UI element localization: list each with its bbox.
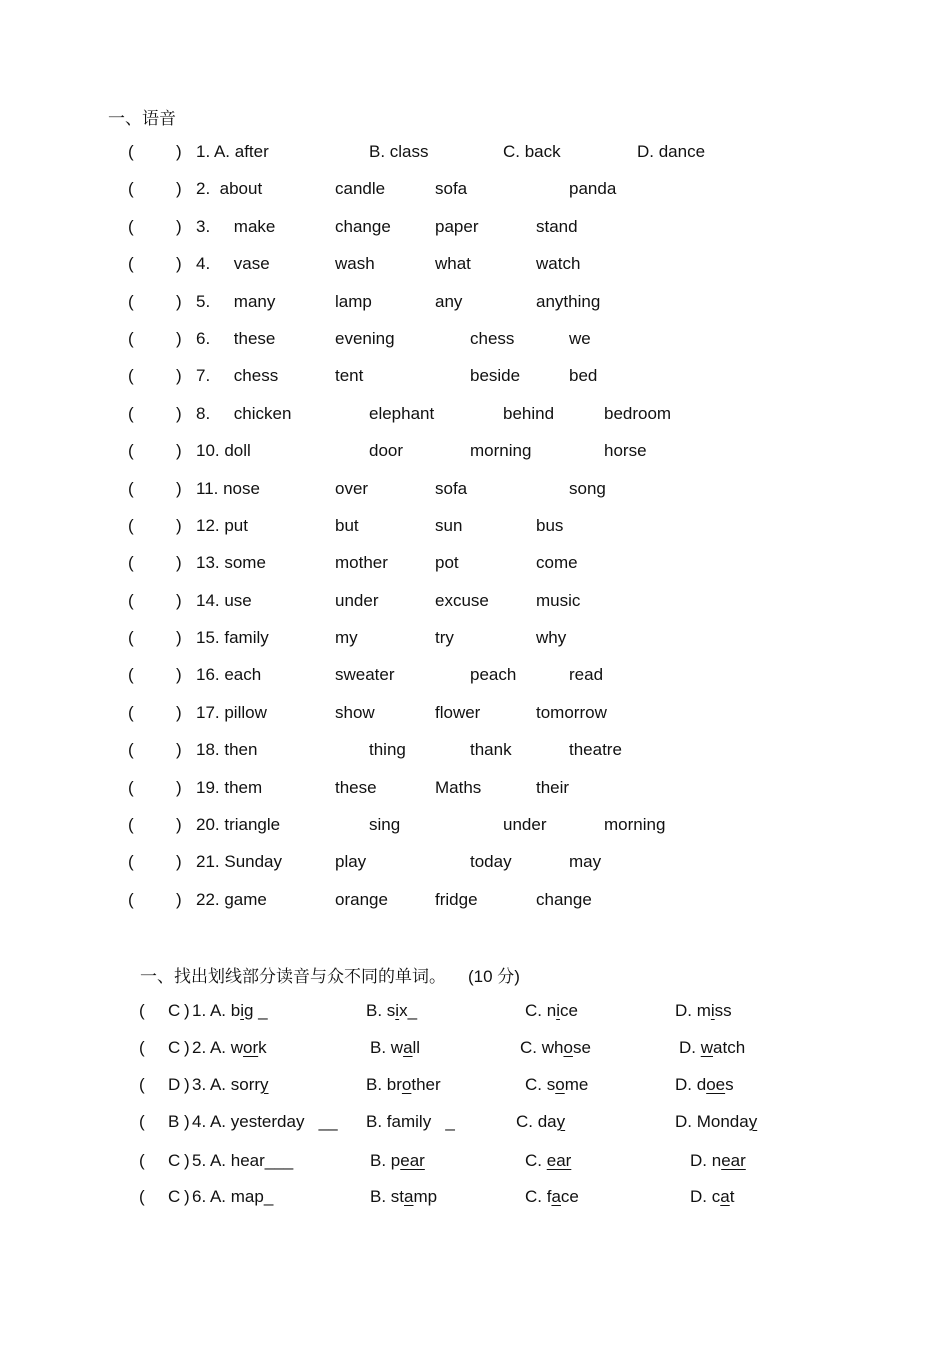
underlined-letters: i bbox=[395, 1001, 400, 1020]
option-word: music bbox=[536, 590, 581, 610]
question-row bbox=[0, 551, 950, 588]
option-word bbox=[366, 999, 417, 1023]
option-word: watch bbox=[536, 254, 581, 274]
question-number-word: 19. them bbox=[196, 777, 263, 797]
answer-paren-close: ) bbox=[184, 1038, 190, 1057]
option-word: beside bbox=[470, 366, 521, 386]
question-number-word: 2. about bbox=[196, 179, 263, 199]
answer-paren-open: ( bbox=[128, 328, 134, 348]
word-part: x_ bbox=[399, 1001, 418, 1020]
section-score: (10 分) bbox=[468, 967, 520, 986]
answer-blank[interactable] bbox=[140, 140, 174, 164]
word-part: ce bbox=[560, 1187, 579, 1206]
answer-blank[interactable] bbox=[140, 215, 174, 239]
question-row bbox=[0, 589, 950, 626]
option-word: D. dance bbox=[637, 142, 706, 161]
option-word: orange bbox=[335, 889, 388, 909]
question-option-a bbox=[192, 1185, 273, 1209]
option-word bbox=[525, 1149, 571, 1173]
option-word: under bbox=[335, 590, 379, 610]
answer-blank[interactable] bbox=[140, 888, 174, 912]
word-part: D. bbox=[679, 1038, 701, 1057]
answer-paren-close: ) bbox=[176, 777, 182, 797]
option-word: what bbox=[435, 254, 471, 274]
question-number-word: 14. use bbox=[196, 590, 252, 610]
question-row bbox=[0, 888, 950, 925]
question-option-a bbox=[192, 1073, 269, 1097]
answer-blank[interactable] bbox=[140, 701, 174, 725]
answer-paren-close: ) bbox=[176, 515, 182, 535]
option-word bbox=[516, 1110, 565, 1134]
question-number-word: 5. many bbox=[196, 291, 276, 311]
answer-paren-close: ) bbox=[176, 291, 182, 311]
option-word: candle bbox=[335, 179, 386, 199]
question-number-word: 11. nose bbox=[196, 478, 260, 498]
option-word: sweater bbox=[335, 665, 395, 685]
answer-paren-open: ( bbox=[128, 291, 134, 311]
answer-blank[interactable] bbox=[140, 402, 174, 426]
section-heading-odd-one-out bbox=[140, 962, 520, 987]
option-word: thing bbox=[369, 740, 406, 760]
option-word: play bbox=[335, 852, 367, 872]
answer-paren-open: ( bbox=[128, 478, 134, 498]
option-word: B. class bbox=[369, 142, 429, 161]
question-number-word: 3. make bbox=[196, 216, 276, 236]
option-word bbox=[370, 1185, 437, 1209]
option-word: sofa bbox=[435, 179, 468, 199]
word-part: B. famil bbox=[366, 1112, 423, 1131]
word-part: ther bbox=[411, 1075, 441, 1094]
underlined-letters: a bbox=[551, 1187, 561, 1206]
option-word bbox=[690, 1185, 734, 1209]
answer-paren-close: ) bbox=[176, 553, 182, 573]
word-part: D. d bbox=[675, 1075, 707, 1094]
answer-paren-close: ) bbox=[176, 815, 182, 835]
answer-blank[interactable] bbox=[140, 439, 174, 463]
question-number-word: 18. then bbox=[196, 740, 258, 760]
word-part: C. s bbox=[525, 1075, 556, 1094]
option-word: peach bbox=[470, 665, 517, 685]
answer-paren-open: ( bbox=[139, 1075, 145, 1094]
word-part: D. Monda bbox=[675, 1112, 749, 1131]
answer-blank[interactable] bbox=[140, 477, 174, 501]
answer-paren-open: ( bbox=[128, 553, 134, 573]
underlined-letters: a bbox=[404, 1187, 414, 1206]
answer-paren-close: ) bbox=[184, 1001, 190, 1020]
option-word bbox=[366, 1073, 441, 1097]
underlined-letters: i bbox=[710, 1001, 715, 1020]
answer-paren-close: ) bbox=[184, 1075, 190, 1094]
answer-letter[interactable]: C bbox=[168, 1038, 181, 1057]
option-word: elephant bbox=[369, 403, 435, 423]
option-word: flower bbox=[435, 702, 481, 722]
answer-blank[interactable] bbox=[140, 776, 174, 800]
option-word: their bbox=[536, 777, 570, 797]
answer-blank[interactable] bbox=[140, 589, 174, 613]
answer-letter[interactable]: C bbox=[168, 1001, 181, 1020]
option-word bbox=[675, 1073, 734, 1097]
word-part: g _ bbox=[243, 1001, 268, 1020]
word-part: C. n bbox=[525, 1001, 557, 1020]
answer-paren-close: ) bbox=[176, 665, 182, 685]
option-word: door bbox=[369, 441, 404, 461]
word-part: ear bbox=[240, 1151, 265, 1170]
answer-paren-close: ) bbox=[176, 889, 182, 909]
answer-paren-open: ( bbox=[139, 1038, 145, 1057]
answer-paren-close: ) bbox=[176, 740, 182, 760]
question-number-word: 6. these bbox=[196, 328, 276, 348]
word-part: B. w bbox=[370, 1038, 404, 1057]
question-row bbox=[0, 364, 950, 401]
question-option-a bbox=[192, 1149, 293, 1173]
option-word bbox=[675, 1110, 757, 1134]
answer-letter[interactable]: C bbox=[168, 1151, 181, 1170]
question-row bbox=[0, 626, 950, 663]
option-word: stand bbox=[536, 216, 578, 236]
answer-paren-open: ( bbox=[139, 1112, 145, 1131]
answer-letter[interactable]: C bbox=[168, 1187, 181, 1206]
option-word: sun bbox=[435, 515, 463, 535]
option-word: today bbox=[470, 852, 512, 872]
question-row bbox=[0, 290, 950, 327]
word-part: 6. A. m bbox=[192, 1187, 245, 1206]
underlined-letters: o bbox=[563, 1038, 573, 1057]
answer-letter[interactable]: B bbox=[168, 1112, 180, 1131]
option-word: anything bbox=[536, 291, 601, 311]
option-word: Maths bbox=[435, 777, 482, 797]
word-part: C. da bbox=[516, 1112, 557, 1131]
option-word: sing bbox=[369, 815, 401, 835]
option-word: panda bbox=[569, 179, 617, 199]
answer-paren-close: ) bbox=[176, 328, 182, 348]
question-row bbox=[0, 177, 950, 214]
option-word: show bbox=[335, 702, 375, 722]
option-word: bed bbox=[569, 366, 598, 386]
question-row bbox=[0, 327, 950, 364]
answer-paren-close: ) bbox=[184, 1112, 190, 1131]
underlined-letters: a bbox=[403, 1038, 413, 1057]
answer-paren-open: ( bbox=[139, 1151, 145, 1170]
word-part: 5. A. h bbox=[192, 1151, 241, 1170]
question-number-word: 1. A. after bbox=[196, 142, 269, 161]
answer-paren-close: ) bbox=[176, 366, 182, 386]
answer-paren-open: ( bbox=[128, 740, 134, 760]
option-word: excuse bbox=[435, 590, 489, 610]
option-word: tent bbox=[335, 366, 364, 386]
option-word: bus bbox=[536, 515, 564, 535]
answer-blank[interactable] bbox=[140, 252, 174, 276]
answer-blank[interactable] bbox=[140, 663, 174, 687]
option-word: come bbox=[536, 553, 578, 573]
answer-paren-open: ( bbox=[128, 403, 134, 423]
answer-paren-open: ( bbox=[128, 216, 134, 236]
answer-paren-close: ) bbox=[176, 441, 182, 461]
option-word bbox=[520, 1036, 591, 1060]
question-row bbox=[0, 850, 950, 887]
underlined-letters: ear bbox=[400, 1151, 425, 1170]
answer-blank[interactable] bbox=[140, 364, 174, 388]
answer-paren-open: ( bbox=[128, 702, 134, 722]
option-word: change bbox=[536, 889, 592, 909]
word-part: mp bbox=[413, 1187, 438, 1206]
answer-paren-open: ( bbox=[128, 590, 134, 610]
word-part: me bbox=[564, 1075, 589, 1094]
word-part: ay bbox=[286, 1112, 305, 1131]
option-word: under bbox=[503, 815, 547, 835]
answer-paren-open: ( bbox=[128, 366, 134, 386]
word-part: B. p bbox=[370, 1151, 401, 1170]
answer-paren-open: ( bbox=[128, 441, 134, 461]
underlined-letters: o bbox=[555, 1075, 565, 1094]
option-word: lamp bbox=[335, 291, 372, 311]
option-word: theatre bbox=[569, 740, 622, 760]
option-word: evening bbox=[335, 328, 395, 348]
option-word: these bbox=[335, 777, 377, 797]
word-part: atch bbox=[713, 1038, 746, 1057]
question-number-word: 17. pillow bbox=[196, 702, 267, 722]
answer-paren-open: ( bbox=[139, 1187, 145, 1206]
word-part: 2. A. w bbox=[192, 1038, 244, 1057]
answer-paren-close: ) bbox=[176, 852, 182, 872]
question-row bbox=[0, 140, 950, 177]
word-part: ___ bbox=[264, 1151, 294, 1170]
option-word: but bbox=[335, 515, 359, 535]
word-part: ce bbox=[559, 1001, 578, 1020]
option-word: read bbox=[569, 665, 604, 685]
option-word: any bbox=[435, 291, 463, 311]
underlined-letters: y bbox=[748, 1112, 758, 1131]
answer-paren-close: ) bbox=[176, 478, 182, 498]
word-part: ll bbox=[412, 1038, 421, 1057]
option-word: wash bbox=[335, 254, 375, 274]
word-part: 3. A. sorr bbox=[192, 1075, 261, 1094]
answer-paren-open: ( bbox=[139, 1001, 145, 1020]
answer-paren-open: ( bbox=[128, 777, 134, 797]
answer-blank[interactable] bbox=[140, 626, 174, 650]
answer-blank[interactable] bbox=[140, 177, 174, 201]
option-word: pot bbox=[435, 553, 459, 573]
option-word: we bbox=[569, 328, 591, 348]
underlined-letters: oe bbox=[706, 1075, 726, 1094]
option-word: my bbox=[335, 628, 358, 648]
answer-paren-close: ) bbox=[176, 142, 182, 161]
question-number-word: 13. some bbox=[196, 553, 266, 573]
question-row bbox=[0, 813, 950, 850]
answer-paren-open: ( bbox=[128, 665, 134, 685]
word-part: D. c bbox=[690, 1187, 721, 1206]
underlined-letters: i bbox=[556, 1001, 560, 1020]
word-part: t bbox=[729, 1187, 735, 1206]
word-part: C. wh bbox=[520, 1038, 564, 1057]
underlined-letters: w bbox=[700, 1038, 714, 1057]
answer-paren-open: ( bbox=[128, 815, 134, 835]
answer-paren-open: ( bbox=[128, 515, 134, 535]
option-word: may bbox=[569, 852, 602, 872]
question-number-word: 12. put bbox=[196, 515, 248, 535]
question-option-a bbox=[192, 999, 268, 1023]
answer-paren-open: ( bbox=[128, 852, 134, 872]
word-part: k bbox=[258, 1038, 267, 1057]
answer-blank[interactable] bbox=[140, 813, 174, 837]
underlined-letters: ear bbox=[546, 1151, 572, 1170]
option-word: over bbox=[335, 478, 369, 498]
answer-paren-close: ) bbox=[184, 1151, 190, 1170]
question-row bbox=[0, 663, 950, 700]
question-number-word: 16. each bbox=[196, 665, 262, 685]
question-row bbox=[0, 776, 950, 813]
answer-blank[interactable] bbox=[140, 327, 174, 351]
answer-paren-close: ) bbox=[176, 403, 182, 423]
answer-paren-open: ( bbox=[128, 889, 134, 909]
word-part: s bbox=[725, 1075, 734, 1094]
underlined-letters: y bbox=[260, 1075, 269, 1094]
word-part: se bbox=[572, 1038, 591, 1057]
answer-paren-close: ) bbox=[176, 590, 182, 610]
section-heading-phonics: 一、语音 bbox=[108, 109, 176, 129]
question-row bbox=[0, 738, 950, 775]
option-word: paper bbox=[435, 216, 479, 236]
option-word bbox=[370, 1149, 425, 1173]
question-row bbox=[0, 402, 950, 439]
word-part: a bbox=[244, 1187, 255, 1206]
option-word: change bbox=[335, 216, 391, 236]
answer-paren-close: ) bbox=[176, 179, 182, 199]
answer-paren-open: ( bbox=[128, 179, 134, 199]
question-number-word: 21. Sunday bbox=[196, 852, 283, 872]
option-word: morning bbox=[470, 441, 532, 461]
answer-blank[interactable] bbox=[140, 290, 174, 314]
word-part: _ bbox=[431, 1112, 455, 1131]
option-word: morning bbox=[604, 815, 666, 835]
answer-paren-open: ( bbox=[128, 142, 134, 161]
question-number-word: 4. vase bbox=[196, 254, 270, 274]
option-word: sofa bbox=[435, 478, 468, 498]
option-word: why bbox=[536, 628, 567, 648]
option-word bbox=[366, 1110, 455, 1134]
underlined-letters: or bbox=[243, 1038, 259, 1057]
underlined-letters: o bbox=[401, 1075, 412, 1094]
word-part: C. bbox=[525, 1151, 547, 1170]
word-part: C. f bbox=[525, 1187, 552, 1206]
question-row bbox=[0, 477, 950, 514]
answer-blank[interactable] bbox=[140, 514, 174, 538]
word-part: B. st bbox=[370, 1187, 405, 1206]
question-option-a bbox=[192, 1036, 267, 1060]
word-part: ss bbox=[714, 1001, 732, 1020]
answer-paren-open: ( bbox=[128, 628, 134, 648]
option-word: horse bbox=[604, 441, 647, 461]
answer-blank[interactable] bbox=[140, 551, 174, 575]
word-part: y bbox=[422, 1112, 432, 1131]
option-word: bedroom bbox=[604, 403, 672, 423]
option-word bbox=[525, 999, 578, 1023]
option-word: behind bbox=[503, 403, 555, 423]
question-number-word: 15. family bbox=[196, 628, 269, 648]
question-number-word: 22. game bbox=[196, 889, 267, 909]
question-number-word: 20. triangle bbox=[196, 815, 281, 835]
word-part: 1. A. b bbox=[192, 1001, 241, 1020]
option-word bbox=[690, 1149, 746, 1173]
underlined-letters: y bbox=[556, 1112, 566, 1131]
answer-blank[interactable] bbox=[140, 850, 174, 874]
answer-paren-close: ) bbox=[176, 254, 182, 274]
word-part: B. s bbox=[366, 1001, 396, 1020]
question-option-a bbox=[192, 1110, 338, 1134]
question-number-word: 8. chicken bbox=[196, 403, 292, 423]
underlined-letters: i bbox=[240, 1001, 244, 1020]
answer-paren-close: ) bbox=[176, 628, 182, 648]
answer-blank[interactable] bbox=[140, 738, 174, 762]
option-word: tomorrow bbox=[536, 702, 607, 722]
question-row bbox=[0, 701, 950, 738]
answer-paren-close: ) bbox=[176, 702, 182, 722]
option-word bbox=[679, 1036, 745, 1060]
answer-letter[interactable]: D bbox=[168, 1075, 181, 1094]
word-part: D. m bbox=[675, 1001, 711, 1020]
word-part: 4. A. yesterd bbox=[192, 1112, 287, 1131]
section-title: 一、找出划线部分读音与众不同的单词。 bbox=[140, 967, 446, 987]
question-row bbox=[0, 252, 950, 289]
question-number-word: 7. chess bbox=[196, 366, 279, 386]
option-word: thank bbox=[470, 740, 512, 760]
option-word bbox=[370, 1036, 420, 1060]
answer-paren-close: ) bbox=[184, 1187, 190, 1206]
word-part: D. n bbox=[690, 1151, 722, 1170]
phonics-question-list bbox=[0, 140, 950, 925]
word-part: p_ bbox=[254, 1187, 274, 1206]
question-row bbox=[0, 215, 950, 252]
option-word: chess bbox=[470, 328, 515, 348]
question-row bbox=[0, 514, 950, 551]
question-number-word: 10. doll bbox=[196, 441, 251, 461]
question-row bbox=[0, 439, 950, 476]
underlined-letters: a bbox=[720, 1187, 730, 1206]
answer-paren-open: ( bbox=[128, 254, 134, 274]
option-word: fridge bbox=[435, 889, 478, 909]
option-word: mother bbox=[335, 553, 388, 573]
option-word bbox=[675, 999, 732, 1023]
word-part: B. br bbox=[366, 1075, 402, 1094]
word-part: __ bbox=[304, 1112, 338, 1131]
option-word: song bbox=[569, 478, 606, 498]
option-word bbox=[525, 1073, 588, 1097]
option-word bbox=[525, 1185, 579, 1209]
option-word: try bbox=[435, 628, 454, 648]
option-word: C. back bbox=[503, 142, 561, 161]
answer-paren-close: ) bbox=[176, 216, 182, 236]
underlined-letters: ear bbox=[721, 1151, 746, 1170]
